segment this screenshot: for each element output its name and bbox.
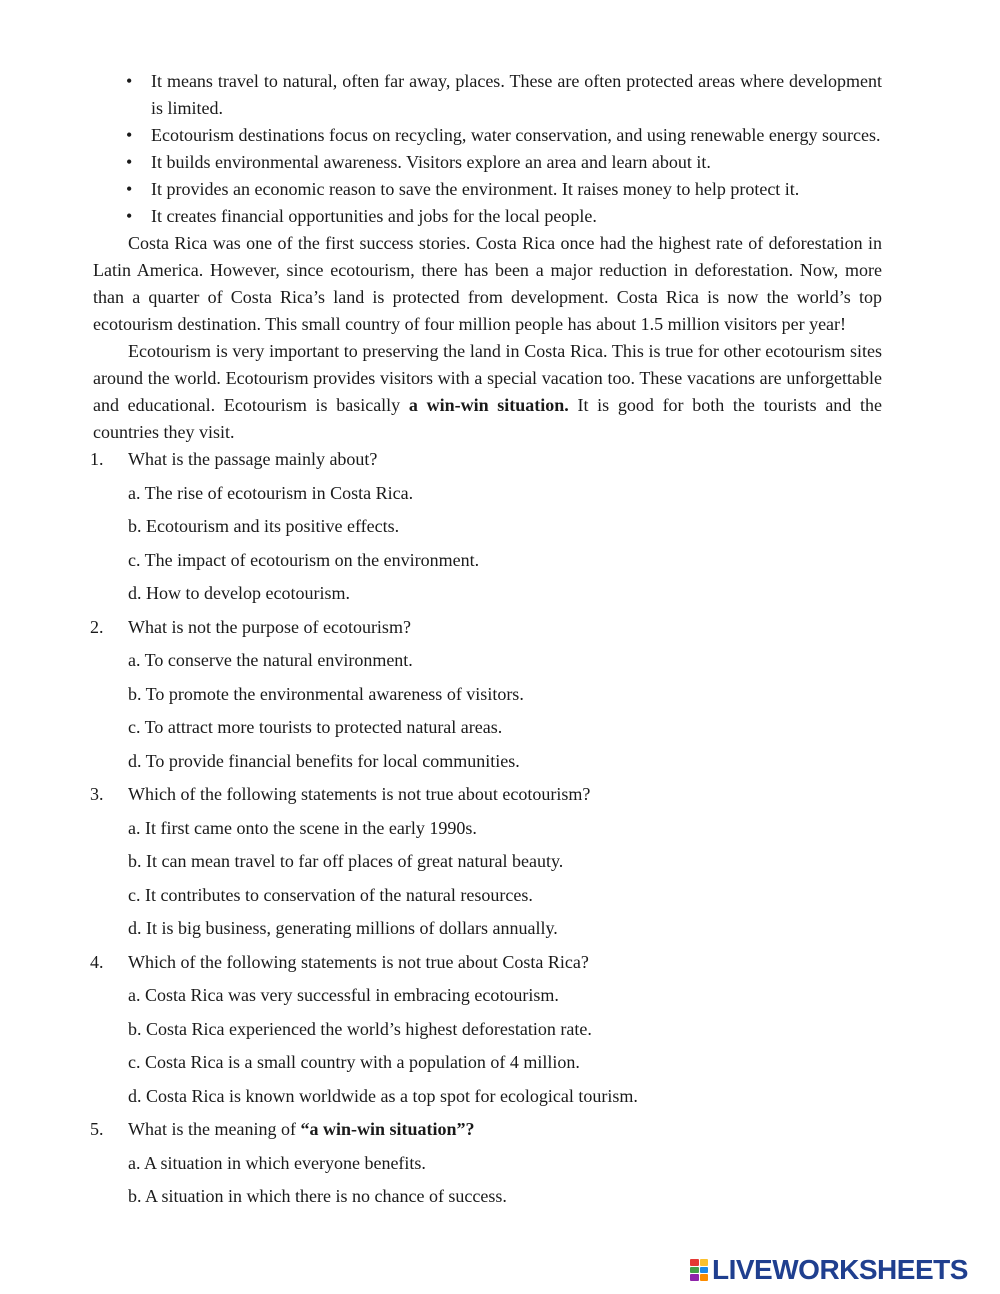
answer-option[interactable]: b. To promote the environmental awareness of visitors. <box>128 683 524 704</box>
question-stem <box>90 781 882 808</box>
question-3 <box>90 781 882 942</box>
question-number: 3. <box>90 784 104 804</box>
question-list <box>90 446 882 1210</box>
answer-option[interactable]: c. It contributes to conservation of the natural resources. <box>128 884 533 905</box>
answer-option[interactable]: a. The rise of ecotourism in Costa Rica. <box>128 482 414 503</box>
logo-mark-square <box>700 1274 709 1281</box>
bullet-dot: • <box>126 152 133 172</box>
ecotourism-bullet-list <box>93 68 882 230</box>
question-5 <box>90 1116 882 1210</box>
answer-option[interactable]: d. How to develop ecotourism. <box>128 583 350 603</box>
logo-mark-square <box>690 1274 699 1281</box>
bullet-text: It provides an economic reason to save the environment. It raises money to help protect it. <box>151 179 800 199</box>
paragraph-text: Ecotourism is very important to preserving the land in Costa Rica. This is true for other ecotourism sites around the world. Ecotourism provides visitors with a special vacation too. These vacations are unforgettable and educational. Ecotourism is basically <box>93 341 882 415</box>
question-text: What is the meaning of <box>128 1119 301 1139</box>
logo-mark-square <box>690 1259 699 1266</box>
answer-option[interactable]: d. Costa Rica is known worldwide as a top spot for ecological tourism. <box>128 1085 638 1106</box>
question-stem <box>90 614 882 641</box>
bullet-item <box>93 149 882 176</box>
bullet-item <box>93 203 882 230</box>
question-4 <box>90 949 882 1110</box>
answer-option[interactable]: c. The impact of ecotourism on the environment. <box>128 549 480 570</box>
question-stem <box>90 949 882 976</box>
question-bold-phrase: “a win-win situation”? <box>300 1119 475 1139</box>
question-number: 1. <box>90 449 104 469</box>
bullet-dot: • <box>126 179 133 199</box>
bullet-dot: • <box>126 206 133 226</box>
question-stem <box>90 1116 882 1143</box>
win-win-paragraph <box>93 338 882 446</box>
question-text: Which of the following statements is not true about Costa Rica? <box>128 951 589 972</box>
bullet-text: Ecotourism destinations focus on recycling, water conservation, and using renewable energy sources. <box>151 125 881 145</box>
answer-option[interactable]: d. To provide financial benefits for local communities. <box>128 750 520 771</box>
worksheet-page <box>90 68 882 1217</box>
bullet-text: It builds environmental awareness. Visitors explore an area and learn about it. <box>151 152 711 172</box>
costa-rica-paragraph: Costa Rica was one of the first success stories. Costa Rica once had the highest rate of deforestation in Latin America. However, since ecotourism, there has been a major reduction in deforestation. Now, more than a quarter of Costa Rica’s land is protected from development. Costa Rica is now the world’s top ecotourism destination. This small country of four million people has about 1.5 million visitors per year! <box>93 233 882 334</box>
logo-mark-square <box>700 1267 709 1274</box>
question-stem <box>90 446 882 473</box>
answer-option[interactable]: b. Costa Rica experienced the world’s highest deforestation rate. <box>128 1018 592 1039</box>
logo-mark-square <box>700 1259 709 1266</box>
liveworksheets-logo-icon <box>690 1259 708 1281</box>
logo-mark-square <box>690 1267 699 1274</box>
paragraph-bold-phrase: a win-win situation. <box>408 395 569 415</box>
answer-option[interactable]: c. Costa Rica is a small country with a population of 4 million. <box>128 1052 580 1072</box>
bullet-item <box>93 68 882 122</box>
question-1 <box>90 446 882 607</box>
question-text: What is not the purpose of ecotourism? <box>128 616 411 637</box>
paragraph-text: It is good for both the tourists and the countries they visit. <box>93 395 882 442</box>
question-text: Which of the following statements is not true about ecotourism? <box>128 784 591 804</box>
bullet-dot: • <box>126 71 133 91</box>
bullet-item <box>93 176 882 203</box>
question-number: 2. <box>90 616 104 637</box>
bullet-text: It means travel to natural, often far away, places. These are often protected areas where development is limited. <box>151 71 882 118</box>
answer-option[interactable]: b. It can mean travel to far off places of great natural beauty. <box>128 851 564 871</box>
bullet-item <box>93 122 882 149</box>
liveworksheets-logo <box>690 1254 968 1286</box>
liveworksheets-logo-text: LIVEWORKSHEETS <box>712 1254 968 1285</box>
question-number: 4. <box>90 951 104 972</box>
answer-option[interactable]: a. It first came onto the scene in the early 1990s. <box>128 817 477 838</box>
answer-option[interactable]: a. Costa Rica was very successful in embracing ecotourism. <box>128 985 559 1005</box>
question-text: What is the passage mainly about? <box>128 449 378 469</box>
answer-option[interactable]: b. A situation in which there is no chance of success. <box>128 1186 507 1206</box>
question-number: 5. <box>90 1119 104 1139</box>
answer-option[interactable]: a. To conserve the natural environment. <box>128 650 413 670</box>
bullet-text: It creates financial opportunities and jobs for the local people. <box>151 206 597 226</box>
answer-option[interactable]: c. To attract more tourists to protected natural areas. <box>128 717 503 737</box>
bullet-dot: • <box>126 125 133 145</box>
question-2 <box>90 614 882 775</box>
answer-option[interactable]: b. Ecotourism and its positive effects. <box>128 516 400 536</box>
answer-option[interactable]: d. It is big business, generating millions of dollars annually. <box>128 918 558 938</box>
answer-option[interactable]: a. A situation in which everyone benefits. <box>128 1152 426 1173</box>
